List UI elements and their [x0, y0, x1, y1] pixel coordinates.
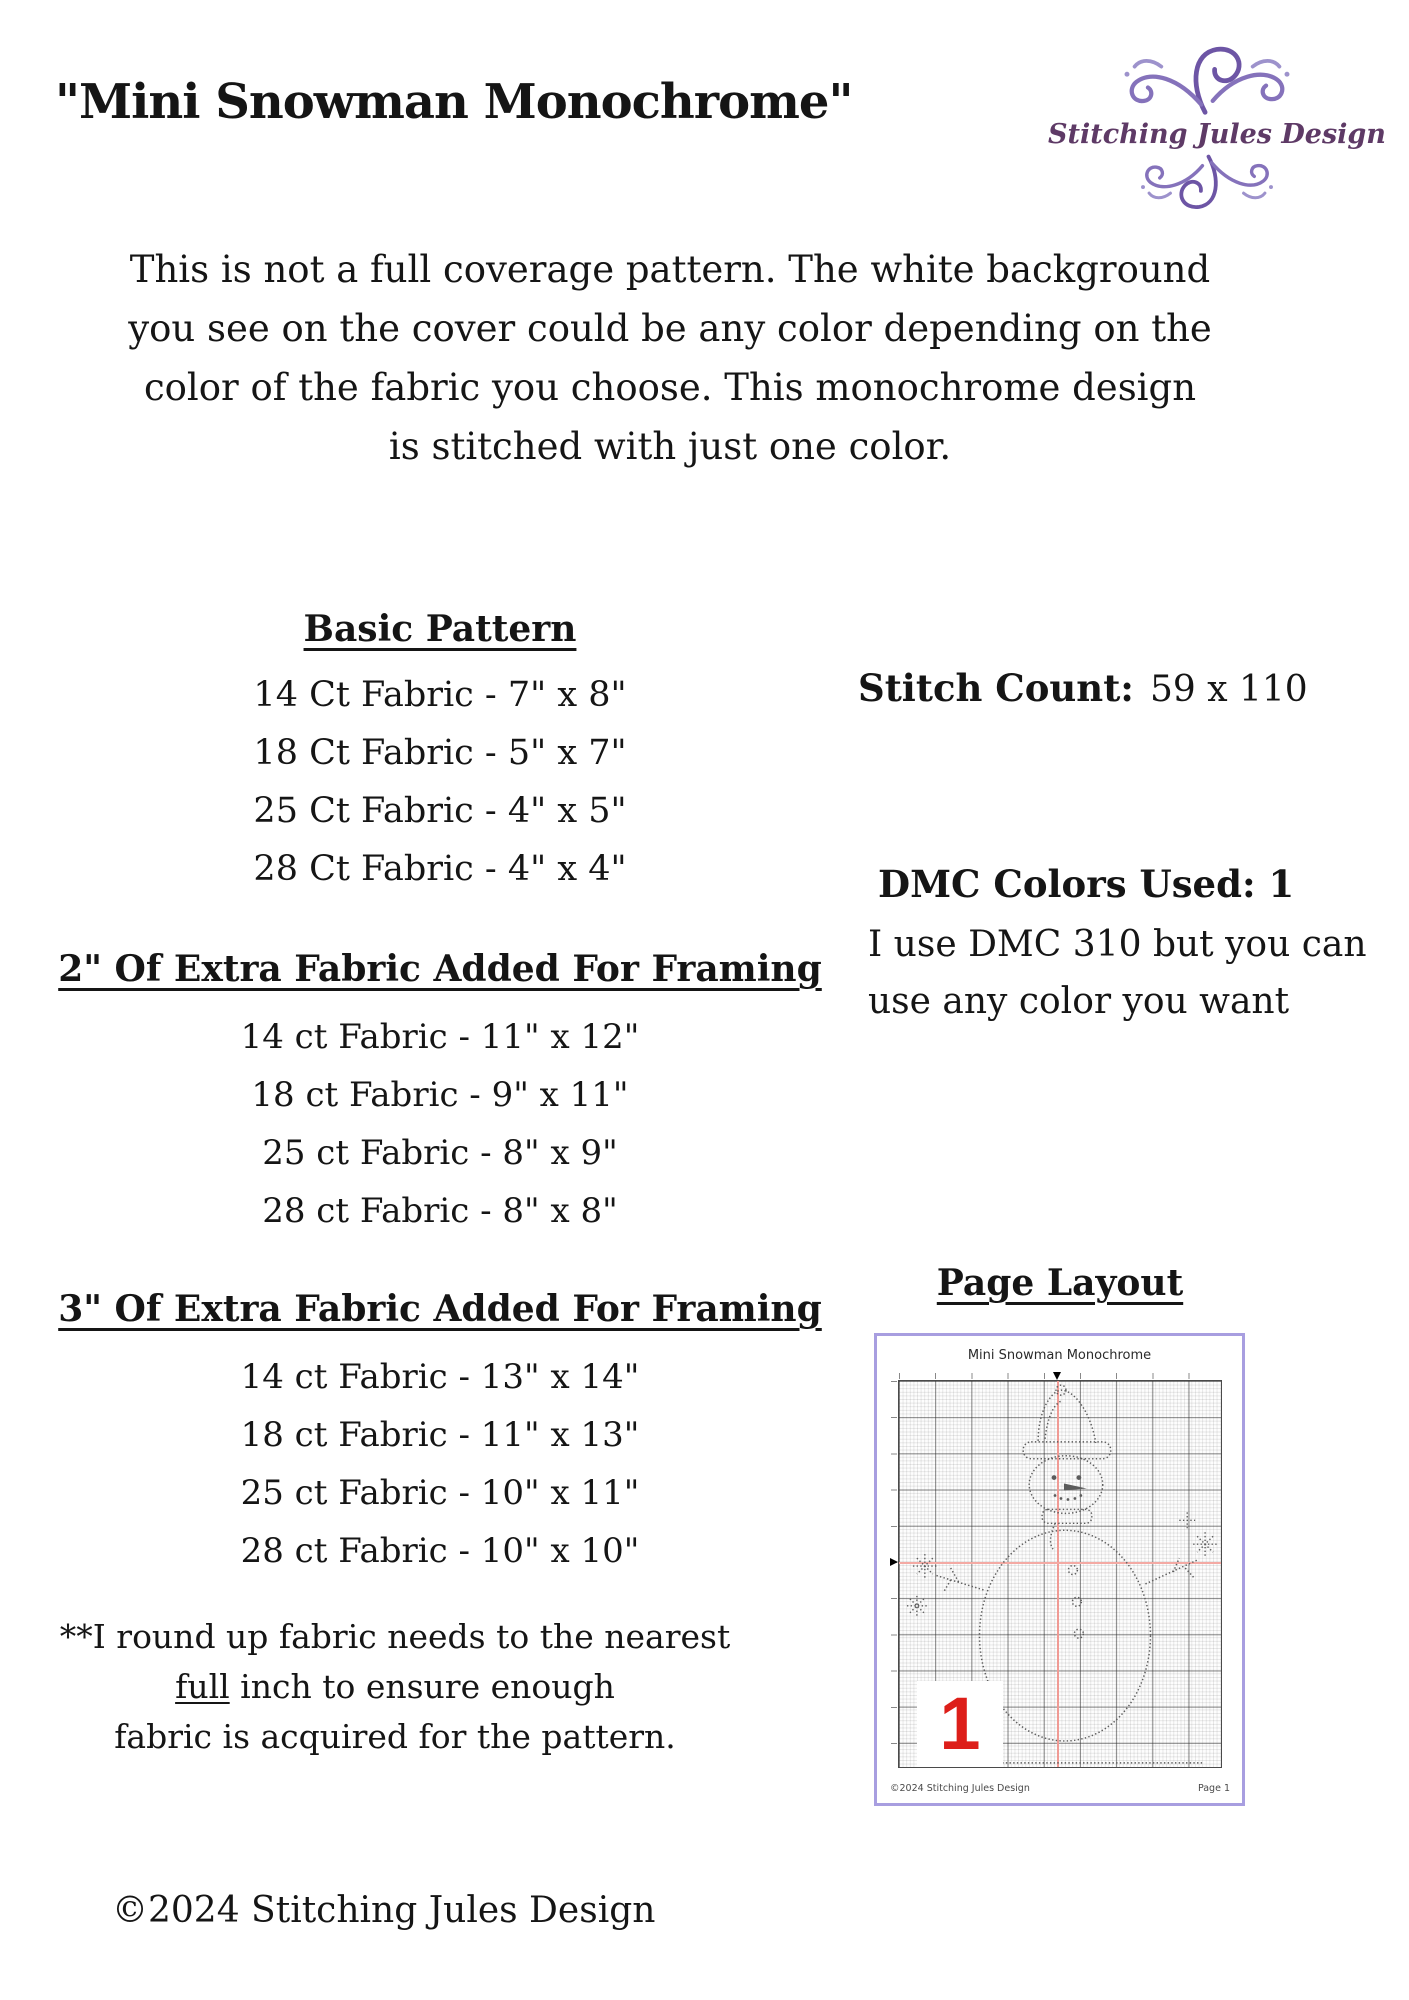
section-basic-pattern: [40, 608, 840, 898]
intro-line: is stitched with just one color.: [388, 425, 952, 468]
thumbnail-footer-page: Page 1: [1197, 1783, 1230, 1794]
footnote-underlined-word: full: [175, 1667, 230, 1706]
fabric-size-item: 18 ct Fabric - 9" x 11": [251, 1075, 629, 1115]
stitch-count-value: 59 x 110: [1149, 669, 1308, 710]
flourish-ornament-icon: [1101, 38, 1313, 118]
brand-name: Stitching Jules Design: [1048, 119, 1386, 150]
page-one-region: [917, 1681, 1003, 1767]
dmc-colors-note: [868, 916, 1367, 1030]
center-row-marker-icon: [890, 1558, 898, 1566]
center-column-marker-icon: [1053, 1372, 1061, 1380]
footnote-line-rest: inch to ensure enough: [229, 1667, 615, 1706]
fabric-size-item: 25 Ct Fabric - 4" x 5": [253, 791, 627, 831]
fabric-size-item: 14 ct Fabric - 11" x 12": [240, 1017, 640, 1057]
row-tick-marks: [891, 1381, 897, 1767]
page-number-marker: 1: [939, 1682, 981, 1765]
page-layout-heading: Page Layout: [936, 1262, 1184, 1304]
fabric-size-item: 25 ct Fabric - 8" x 9": [262, 1133, 618, 1173]
fabric-rounding-footnote: [45, 1612, 745, 1762]
fabric-size-item: 14 ct Fabric - 13" x 14": [240, 1357, 640, 1397]
dmc-note-line: I use DMC 310 but you can: [868, 924, 1367, 965]
intro-line: color of the fabric you choose. This monochrome design: [143, 366, 1197, 409]
stitch-chart-grid: [898, 1380, 1222, 1768]
footnote-line: **I round up fabric needs to the nearest: [59, 1617, 731, 1656]
fabric-size-item: 18 ct Fabric - 11" x 13": [240, 1415, 640, 1455]
dmc-note-line: use any color you want: [868, 981, 1290, 1022]
fabric-size-item: 18 Ct Fabric - 5" x 7": [253, 733, 627, 773]
thumbnail-chart-title: Mini Snowman Monochrome: [967, 1348, 1152, 1363]
fabric-size-list: [40, 666, 840, 898]
fabric-size-list: [40, 1008, 840, 1240]
page-title: "Mini Snowman Monochrome": [55, 74, 853, 130]
intro-line: you see on the cover could be any color depending on the: [128, 307, 1212, 350]
section-heading: Basic Pattern: [303, 608, 577, 650]
intro-line: This is not a full coverage pattern. The white background: [129, 248, 1211, 291]
stitch-count: [858, 666, 1308, 710]
fabric-size-item: 28 ct Fabric - 10" x 10": [240, 1531, 640, 1571]
section-heading: 2" Of Extra Fabric Added For Framing: [58, 948, 822, 990]
pattern-page-thumbnail: [874, 1333, 1245, 1806]
fabric-size-item: 28 Ct Fabric - 4" x 4": [253, 849, 627, 889]
brand-logo: [1048, 38, 1386, 216]
intro-paragraph: [70, 240, 1270, 476]
section-framing-3in: [40, 1288, 840, 1580]
fabric-size-list: [40, 1348, 840, 1580]
copyright-footer: ©2024 Stitching Jules Design: [112, 1890, 656, 1931]
flourish-ornament-icon: [1122, 152, 1292, 216]
footnote-line: [45, 1662, 745, 1712]
section-heading: 3" Of Extra Fabric Added For Framing: [58, 1288, 822, 1330]
fabric-size-item: 14 Ct Fabric - 7" x 8": [253, 675, 627, 715]
fabric-size-item: 28 ct Fabric - 8" x 8": [262, 1191, 618, 1231]
section-framing-2in: [40, 948, 840, 1240]
thumbnail-footer-copyright: ©2024 Stitching Jules Design: [890, 1783, 1030, 1794]
fabric-size-item: 25 ct Fabric - 10" x 11": [240, 1473, 640, 1513]
dmc-colors-heading: DMC Colors Used: 1: [878, 862, 1295, 906]
footnote-line: fabric is acquired for the pattern.: [114, 1717, 676, 1756]
stitch-count-label: Stitch Count:: [858, 666, 1134, 710]
